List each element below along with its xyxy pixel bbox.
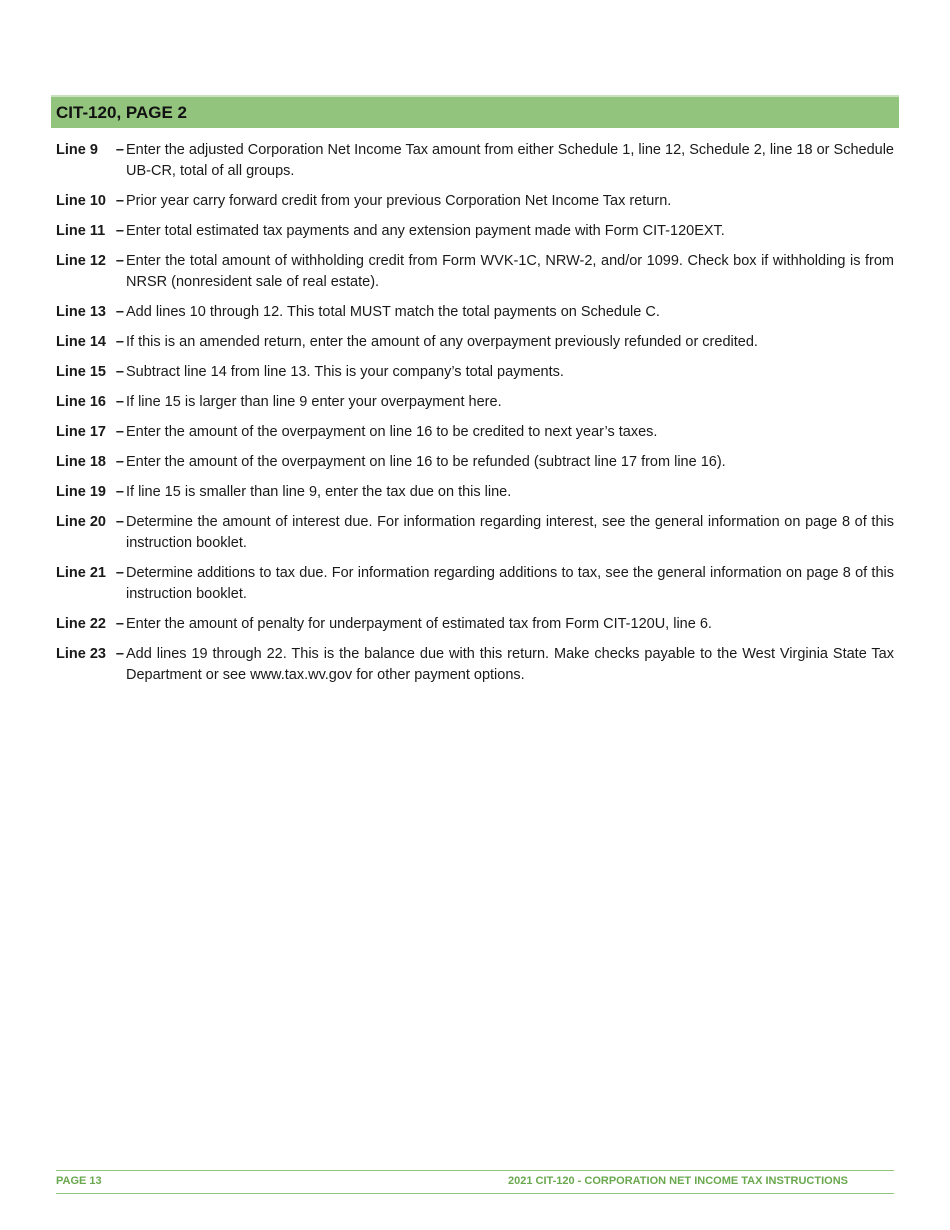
line-item — [56, 422, 894, 443]
line-number: Line 10 — [56, 193, 106, 209]
line-item — [56, 332, 894, 353]
footer-divider-top — [56, 1170, 894, 1171]
line-dash: – — [115, 484, 124, 500]
line-description: Subtract line 14 from line 13. This is your company’s total payments. — [126, 364, 564, 380]
section-header — [51, 95, 899, 128]
line-description: Add lines 10 through 12. This total MUST match the total payments on Schedule C. — [126, 304, 660, 320]
line-description: Enter the total amount of withholding credit from Form WVK-1C, NRW-2, and/or 1099. Check box if withholding is from NRSR (nonresident sale of real estate). — [126, 253, 894, 290]
footer-document-title: 2021 CIT-120 - CORPORATION NET INCOME TAX INSTRUCTIONS — [507, 1175, 848, 1187]
line-label — [56, 332, 126, 353]
line-description: Enter the amount of the overpayment on line 16 to be refunded (subtract line 17 from line 16). — [126, 454, 726, 470]
line-number: Line 22 — [56, 616, 106, 632]
line-item — [56, 644, 894, 686]
line-item — [56, 482, 894, 503]
line-description: Enter the amount of the overpayment on line 16 to be credited to next year’s taxes. — [126, 424, 658, 440]
line-description: Add lines 19 through 22. This is the balance due with this return. Make checks payable to the West Virginia State Tax Department or see www.tax.wv.gov for other payment options. — [126, 646, 894, 683]
footer-page-number: PAGE 13 — [56, 1175, 102, 1187]
line-item — [56, 251, 894, 293]
line-number: Line 20 — [56, 514, 106, 530]
line-number: Line 13 — [56, 304, 106, 320]
line-item — [56, 452, 894, 473]
line-item — [56, 563, 894, 605]
line-dash: – — [115, 334, 124, 350]
line-item — [56, 140, 894, 182]
line-number: Line 12 — [56, 253, 106, 269]
line-item — [56, 302, 894, 323]
line-item — [56, 362, 894, 383]
line-label — [56, 452, 126, 473]
line-number: Line 14 — [56, 334, 106, 350]
footer-divider-bottom — [56, 1193, 894, 1194]
line-dash: – — [115, 223, 124, 239]
line-label — [56, 392, 126, 413]
line-label — [56, 140, 126, 161]
line-item — [56, 512, 894, 554]
line-label — [56, 251, 126, 272]
line-dash: – — [115, 646, 124, 662]
line-item — [56, 614, 894, 635]
line-dash: – — [115, 394, 124, 410]
line-dash: – — [115, 514, 124, 530]
line-description: Determine the amount of interest due. For information regarding interest, see the general information on page 8 of this instruction booklet. — [126, 514, 894, 551]
line-number: Line 15 — [56, 364, 106, 380]
line-number: Line 11 — [56, 223, 106, 239]
line-number: Line 23 — [56, 646, 106, 662]
line-number: Line 9 — [56, 142, 98, 158]
line-number: Line 18 — [56, 454, 106, 470]
line-description: If line 15 is smaller than line 9, enter the tax due on this line. — [126, 484, 512, 500]
line-dash: – — [115, 616, 124, 632]
line-number: Line 21 — [56, 565, 106, 581]
line-dash: – — [115, 364, 124, 380]
line-number: Line 19 — [56, 484, 106, 500]
line-dash: – — [115, 304, 124, 320]
line-description: Prior year carry forward credit from your previous Corporation Net Income Tax return. — [126, 193, 672, 209]
line-item — [56, 392, 894, 413]
line-item — [56, 191, 894, 212]
line-dash: – — [115, 253, 124, 269]
line-label — [56, 362, 126, 383]
line-label — [56, 563, 126, 584]
line-number: Line 16 — [56, 394, 106, 410]
line-label — [56, 191, 126, 212]
line-label — [56, 482, 126, 503]
line-label — [56, 512, 126, 533]
line-dash: – — [115, 424, 124, 440]
line-description: Enter total estimated tax payments and any extension payment made with Form CIT-120EXT. — [126, 223, 725, 239]
line-label — [56, 614, 126, 635]
line-item — [56, 221, 894, 242]
line-number: Line 17 — [56, 424, 106, 440]
line-label — [56, 302, 126, 323]
line-description: If this is an amended return, enter the amount of any overpayment previously refunded or credited. — [126, 334, 758, 350]
line-description: Enter the amount of penalty for underpayment of estimated tax from Form CIT-120U, line 6. — [126, 616, 712, 632]
line-dash: – — [115, 565, 124, 581]
line-instructions-list — [56, 140, 894, 695]
line-label — [56, 221, 126, 242]
line-dash: – — [115, 193, 124, 209]
line-label — [56, 422, 126, 443]
line-description: If line 15 is larger than line 9 enter your overpayment here. — [126, 394, 502, 410]
line-dash: – — [115, 142, 124, 158]
line-description: Enter the adjusted Corporation Net Income Tax amount from either Schedule 1, line 12, Schedule 2, line 18 or Schedule UB-CR, total of all groups. — [126, 142, 894, 179]
line-label — [56, 644, 126, 665]
section-title: CIT-120, PAGE 2 — [56, 102, 188, 122]
line-dash: – — [115, 454, 124, 470]
line-description: Determine additions to tax due. For information regarding additions to tax, see the general information on page 8 of this instruction booklet. — [126, 565, 894, 602]
